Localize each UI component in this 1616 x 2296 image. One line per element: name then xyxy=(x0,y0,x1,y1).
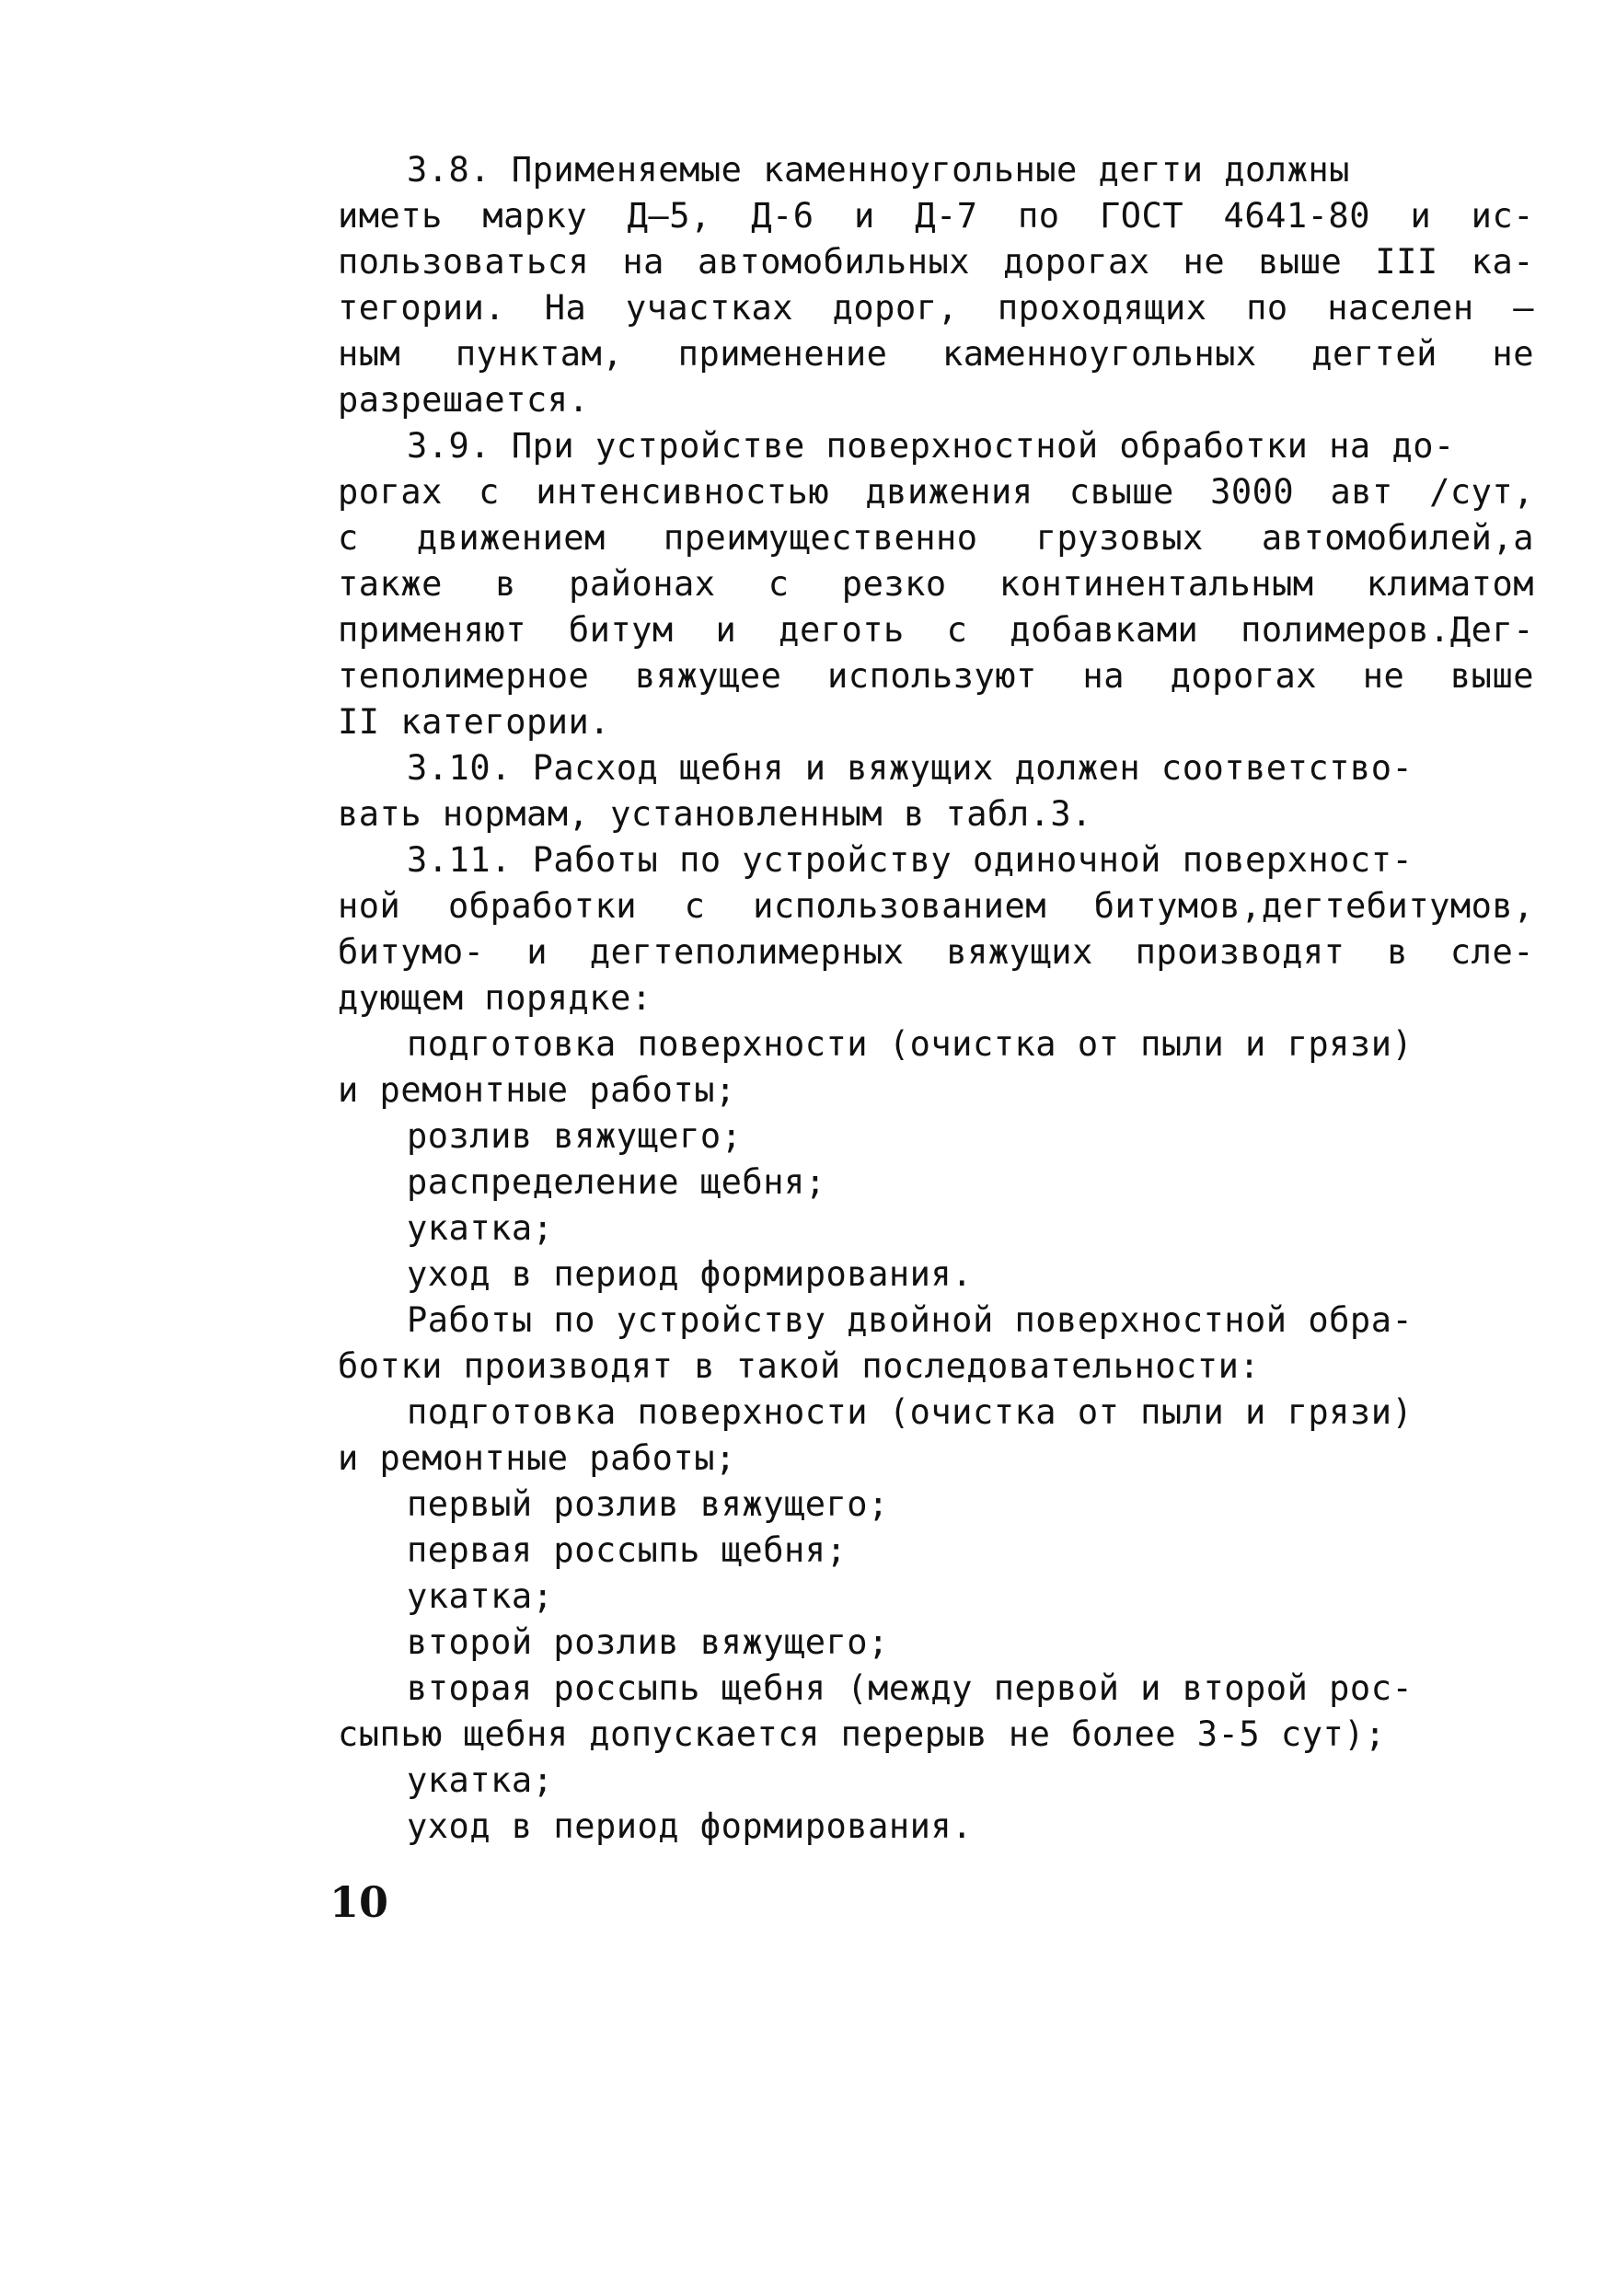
paragraph-3-8-line-3: пользоваться на автомобильных дорогах не выше III ка- xyxy=(338,242,1534,282)
list-item: уход в период формирования. xyxy=(407,1254,973,1294)
paragraph-3-9-line-3: с движением преимущественно грузовых автомобилей,а xyxy=(338,518,1534,558)
paragraph-3-11-line-2: ной обработки с использованием битумов,дегтебитумов, xyxy=(338,886,1534,926)
list-item: распределение щебня; xyxy=(407,1162,826,1202)
list-item-continuation: и ремонтные работы; xyxy=(338,1070,736,1110)
paragraph-3-8-line-2: иметь марку Д–5, Д-6 и Д-7 по ГОСТ 4641-80 и ис- xyxy=(338,196,1534,236)
list-item: укатка; xyxy=(407,1760,554,1800)
list-item-continuation: сыпью щебня допускается перерыв не более 3-5 сут); xyxy=(338,1714,1386,1754)
paragraph-3-8-line-1: 3.8. Применяемые каменноугольные дегти должны xyxy=(407,150,1350,190)
list-item: укатка; xyxy=(407,1576,554,1616)
list-item: первая россыпь щебня; xyxy=(407,1530,848,1570)
list-item: второй розлив вяжущего; xyxy=(407,1622,889,1662)
paragraph-3-11-line-1: 3.11. Работы по устройству одиночной поверхност- xyxy=(407,840,1414,880)
list-item: вторая россыпь щебня (между первой и второй рос- xyxy=(407,1668,1414,1708)
double-treatment-intro-line-1: Работы по устройству двойной поверхностной обра- xyxy=(407,1300,1414,1340)
paragraph-3-9-line-5: применяют битум и деготь с добавками полимеров.Дег- xyxy=(338,610,1534,650)
double-treatment-intro-line-2: ботки производят в такой последовательности: xyxy=(338,1346,1261,1386)
paragraph-3-9-line-4: также в районах с резко континентальным климатом xyxy=(338,564,1534,604)
paragraph-3-9-line-2: рогах с интенсивностью движения свыше 3000 авт /сут, xyxy=(338,472,1534,512)
list-item: первый розлив вяжущего; xyxy=(407,1484,889,1524)
list-item: уход в период формирования. xyxy=(407,1806,973,1846)
paragraph-3-10-line-2: вать нормам, установленным в табл.3. xyxy=(338,794,1092,834)
page-number: 10 xyxy=(329,1877,389,1927)
paragraph-3-9-line-6: теполимерное вяжущее используют на дорогах не выше xyxy=(338,656,1534,696)
paragraph-3-10-line-1: 3.10. Расход щебня и вяжущих должен соответство- xyxy=(407,748,1414,788)
paragraph-3-8-line-5: ным пунктам, применение каменноугольных дегтей не xyxy=(338,334,1534,374)
paragraph-3-9-line-7: II категории. xyxy=(338,702,611,742)
document-page xyxy=(338,147,1534,1850)
paragraph-3-11-line-3: битумо- и дегтеполимерных вяжущих производят в сле- xyxy=(338,932,1534,972)
paragraph-3-9-line-1: 3.9. При устройстве поверхностной обработки на до- xyxy=(407,426,1455,466)
list-item-continuation: и ремонтные работы; xyxy=(338,1438,736,1478)
list-item: подготовка поверхности (очистка от пыли и грязи) xyxy=(407,1392,1414,1432)
paragraph-3-8-line-6: разрешается. xyxy=(338,380,590,420)
list-item: укатка; xyxy=(407,1208,554,1248)
list-item: розлив вяжущего; xyxy=(407,1116,743,1156)
paragraph-3-8-line-4: тегории. На участках дорог, проходящих по населен – xyxy=(338,288,1534,328)
paragraph-3-11-line-4: дующем порядке: xyxy=(338,978,652,1018)
list-item: подготовка поверхности (очистка от пыли и грязи) xyxy=(407,1024,1414,1064)
